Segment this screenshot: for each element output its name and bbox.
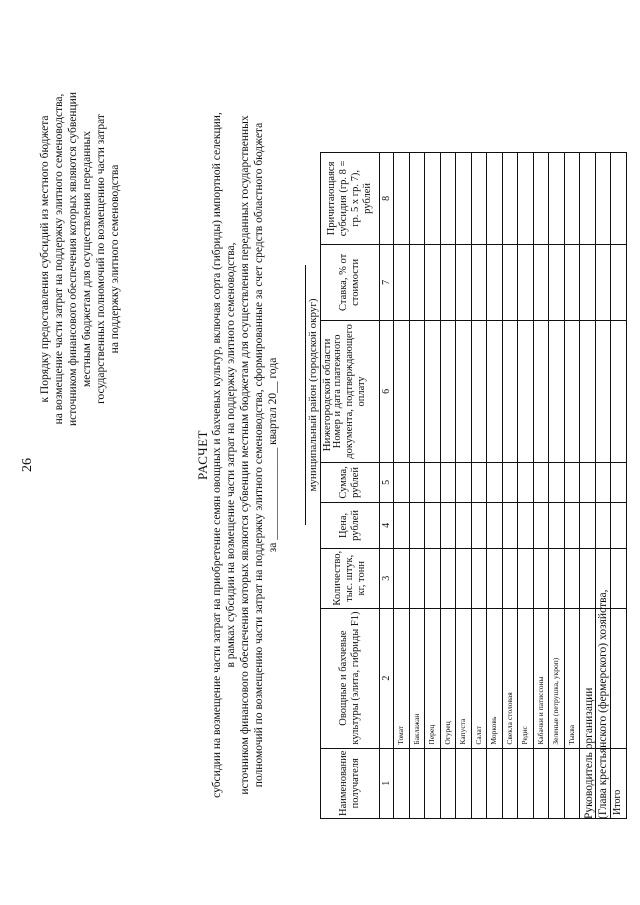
table-cell [549, 320, 565, 462]
table-cell [487, 548, 503, 608]
header-line: на поддержку элитного семеноводства [109, 164, 121, 354]
table-cell [611, 320, 627, 462]
table-cell [487, 462, 503, 502]
table-cell [518, 502, 534, 548]
table-cell [409, 320, 425, 462]
table-cell [518, 320, 534, 462]
table-row [409, 152, 425, 818]
table-cell [549, 152, 565, 244]
table-cell [595, 152, 611, 244]
table-row [533, 152, 549, 818]
municipality-caption: муниципальный район (городской округ) Нижегородской области [305, 265, 334, 525]
table-cell [549, 462, 565, 502]
table-row [456, 152, 472, 818]
table-cell [471, 462, 487, 502]
table-cell [409, 244, 425, 320]
table-cell [611, 244, 627, 320]
table-row [440, 152, 456, 818]
table-cell [502, 320, 518, 462]
table-cell [611, 152, 627, 244]
column-number: 4 [380, 502, 394, 548]
column-number: 1 [380, 748, 394, 818]
table-cell [533, 502, 549, 548]
column-header: Цена, рублей [321, 502, 380, 548]
header-line: государственных полномочий по возмещению части затрат [95, 114, 107, 404]
column-number: 5 [380, 462, 394, 502]
crop-cell: Капуста [456, 608, 472, 748]
table-cell [564, 244, 580, 320]
table-cell [409, 548, 425, 608]
table-cell [425, 320, 441, 462]
table-row [487, 152, 503, 818]
table-cell [409, 502, 425, 548]
table-cell [595, 244, 611, 320]
table-cell [456, 548, 472, 608]
table-cell [595, 320, 611, 462]
total-label: Итого [611, 748, 627, 818]
table-cell [564, 548, 580, 608]
table-cell [425, 548, 441, 608]
crop-cell: Тыква [564, 608, 580, 748]
column-number-row [380, 152, 394, 818]
table-cell [549, 502, 565, 548]
table-row [425, 152, 441, 818]
header-line: на возмещение части затрат на поддержку элитного семеноводства, [53, 93, 65, 425]
table-cell [580, 502, 596, 548]
crop-cell: Перец [425, 608, 441, 748]
table-cell [425, 244, 441, 320]
table-cell [456, 244, 472, 320]
table-cell [409, 462, 425, 502]
table-cell [580, 320, 596, 462]
table-cell [533, 320, 549, 462]
table-cell [471, 152, 487, 244]
recipient-cell [487, 748, 503, 818]
column-number: 2 [380, 608, 394, 748]
header-line: источником финансового обеспечения которых являются субвенции [67, 92, 79, 426]
footer-line: (Глава крестьянского (фермерского) хозяйства, [597, 589, 609, 819]
column-header: Номер и дата платежного документа, подтверждающего оплату [321, 320, 380, 462]
table-cell [518, 244, 534, 320]
title-line: полномочий по возмещению части затрат на поддержку элитного семеноводства, сформированные за счет средств областного бюджета [253, 122, 265, 788]
recipient-cell [533, 748, 549, 818]
table-cell [580, 152, 596, 244]
table-cell [595, 502, 611, 548]
table-cell [394, 320, 410, 462]
table-header-row [321, 152, 380, 818]
table-cell [564, 152, 580, 244]
title-line: источником финансового обеспечения которых являются субвенции местным бюджетам для осуществления переданных государственных [239, 115, 251, 795]
table-cell [580, 462, 596, 502]
table-cell [440, 502, 456, 548]
recipient-cell [456, 748, 472, 818]
column-header: Ставка, % от стоимости [321, 244, 380, 320]
table-cell [394, 548, 410, 608]
table-cell [502, 462, 518, 502]
table-cell [471, 244, 487, 320]
table-cell [518, 548, 534, 608]
table-cell [487, 152, 503, 244]
crop-cell: Морковь [487, 608, 503, 748]
table-cell [502, 548, 518, 608]
recipient-cell [471, 748, 487, 818]
table-cell [564, 320, 580, 462]
table-cell [611, 462, 627, 502]
crop-cell: Редис [518, 608, 534, 748]
table-cell [518, 462, 534, 502]
column-header: Причитающаяся субсидия (гр. 8 = гр. 5 x гр. 7), рублей [321, 152, 380, 244]
table-cell [409, 152, 425, 244]
table-cell [487, 502, 503, 548]
page-number: 26 [20, 458, 35, 472]
crop-cell: Зеленые (петрушка, укроп) [549, 608, 565, 748]
table-row [564, 152, 580, 818]
table-row [549, 152, 565, 818]
crop-cell: Салат [471, 608, 487, 748]
table-cell [564, 462, 580, 502]
table-cell [394, 244, 410, 320]
table-cell [440, 320, 456, 462]
table-cell [502, 244, 518, 320]
table-row [471, 152, 487, 818]
calculation-table [320, 152, 627, 819]
signature-block [582, 590, 610, 819]
table-cell [456, 320, 472, 462]
header-line: местным бюджетам для осуществления переданных [81, 130, 93, 388]
footer-line: Руководитель организации [583, 687, 595, 819]
crop-cell: Кабачки и патиссоны [533, 608, 549, 748]
table-cell [394, 462, 410, 502]
document-title [196, 65, 280, 845]
table-cell [564, 502, 580, 548]
column-number: 6 [380, 320, 394, 462]
table-cell [425, 152, 441, 244]
table-cell [394, 152, 410, 244]
table-cell [471, 548, 487, 608]
table-cell [502, 502, 518, 548]
recipient-cell [409, 748, 425, 818]
table-row [394, 152, 410, 818]
column-number: 8 [380, 152, 394, 244]
title-period-line: за ________________ квартал 20__ года [267, 357, 279, 553]
table-cell [549, 244, 565, 320]
column-number: 3 [380, 548, 394, 608]
table-cell [440, 462, 456, 502]
recipient-cell [549, 748, 565, 818]
table-cell [487, 320, 503, 462]
table-cell [456, 152, 472, 244]
crop-cell: Томат [394, 608, 410, 748]
table-cell [580, 244, 596, 320]
table-cell [471, 320, 487, 462]
table-cell [440, 244, 456, 320]
table-cell [394, 502, 410, 548]
table-cell [533, 462, 549, 502]
column-number: 7 [380, 244, 394, 320]
recipient-cell [564, 748, 580, 818]
table-cell [440, 152, 456, 244]
title-heading: РАСЧЕТ [195, 430, 210, 480]
recipient-cell [518, 748, 534, 818]
table-row [518, 152, 534, 818]
recipient-cell [440, 748, 456, 818]
recipient-cell [394, 748, 410, 818]
table-cell [487, 244, 503, 320]
crop-cell: Баклажан [409, 608, 425, 748]
table-cell [502, 152, 518, 244]
title-line: в рамках субсидии на возмещение части затрат на поддержку элитного семеноводства, [225, 242, 237, 668]
crop-cell: Огурец [440, 608, 456, 748]
table-cell [425, 502, 441, 548]
title-line: субсидии на возмещение части затрат на приобретение семян овощных и бахчевых культур, включая сорта (гибриды) импортной селекции, [211, 112, 223, 798]
table-cell [518, 152, 534, 244]
column-header: Количество, тыс. штук, кг, тонн [321, 548, 380, 608]
column-header: Наименование получателя [321, 748, 380, 818]
table-cell [456, 462, 472, 502]
table-cell [549, 548, 565, 608]
table-cell [611, 502, 627, 548]
column-header: Овощные и бахчевые культуры (элита, гибриды F1) [321, 608, 380, 748]
table-cell [611, 548, 627, 608]
table-cell [440, 548, 456, 608]
table-cell [456, 502, 472, 548]
table-cell [611, 608, 627, 748]
recipient-cell [502, 748, 518, 818]
table-cell [533, 244, 549, 320]
table-cell [533, 152, 549, 244]
crop-cell: Свекла столовая [502, 608, 518, 748]
header-line: к Порядку предоставления субсидий из местного бюджета [39, 115, 51, 403]
recipient-cell [425, 748, 441, 818]
appendix-header [38, 44, 122, 474]
total-row [611, 152, 627, 818]
column-header: Сумма, рублей [321, 462, 380, 502]
table-cell [533, 548, 549, 608]
table-cell [425, 462, 441, 502]
table-row [502, 152, 518, 818]
table-cell [595, 462, 611, 502]
table-cell [471, 502, 487, 548]
